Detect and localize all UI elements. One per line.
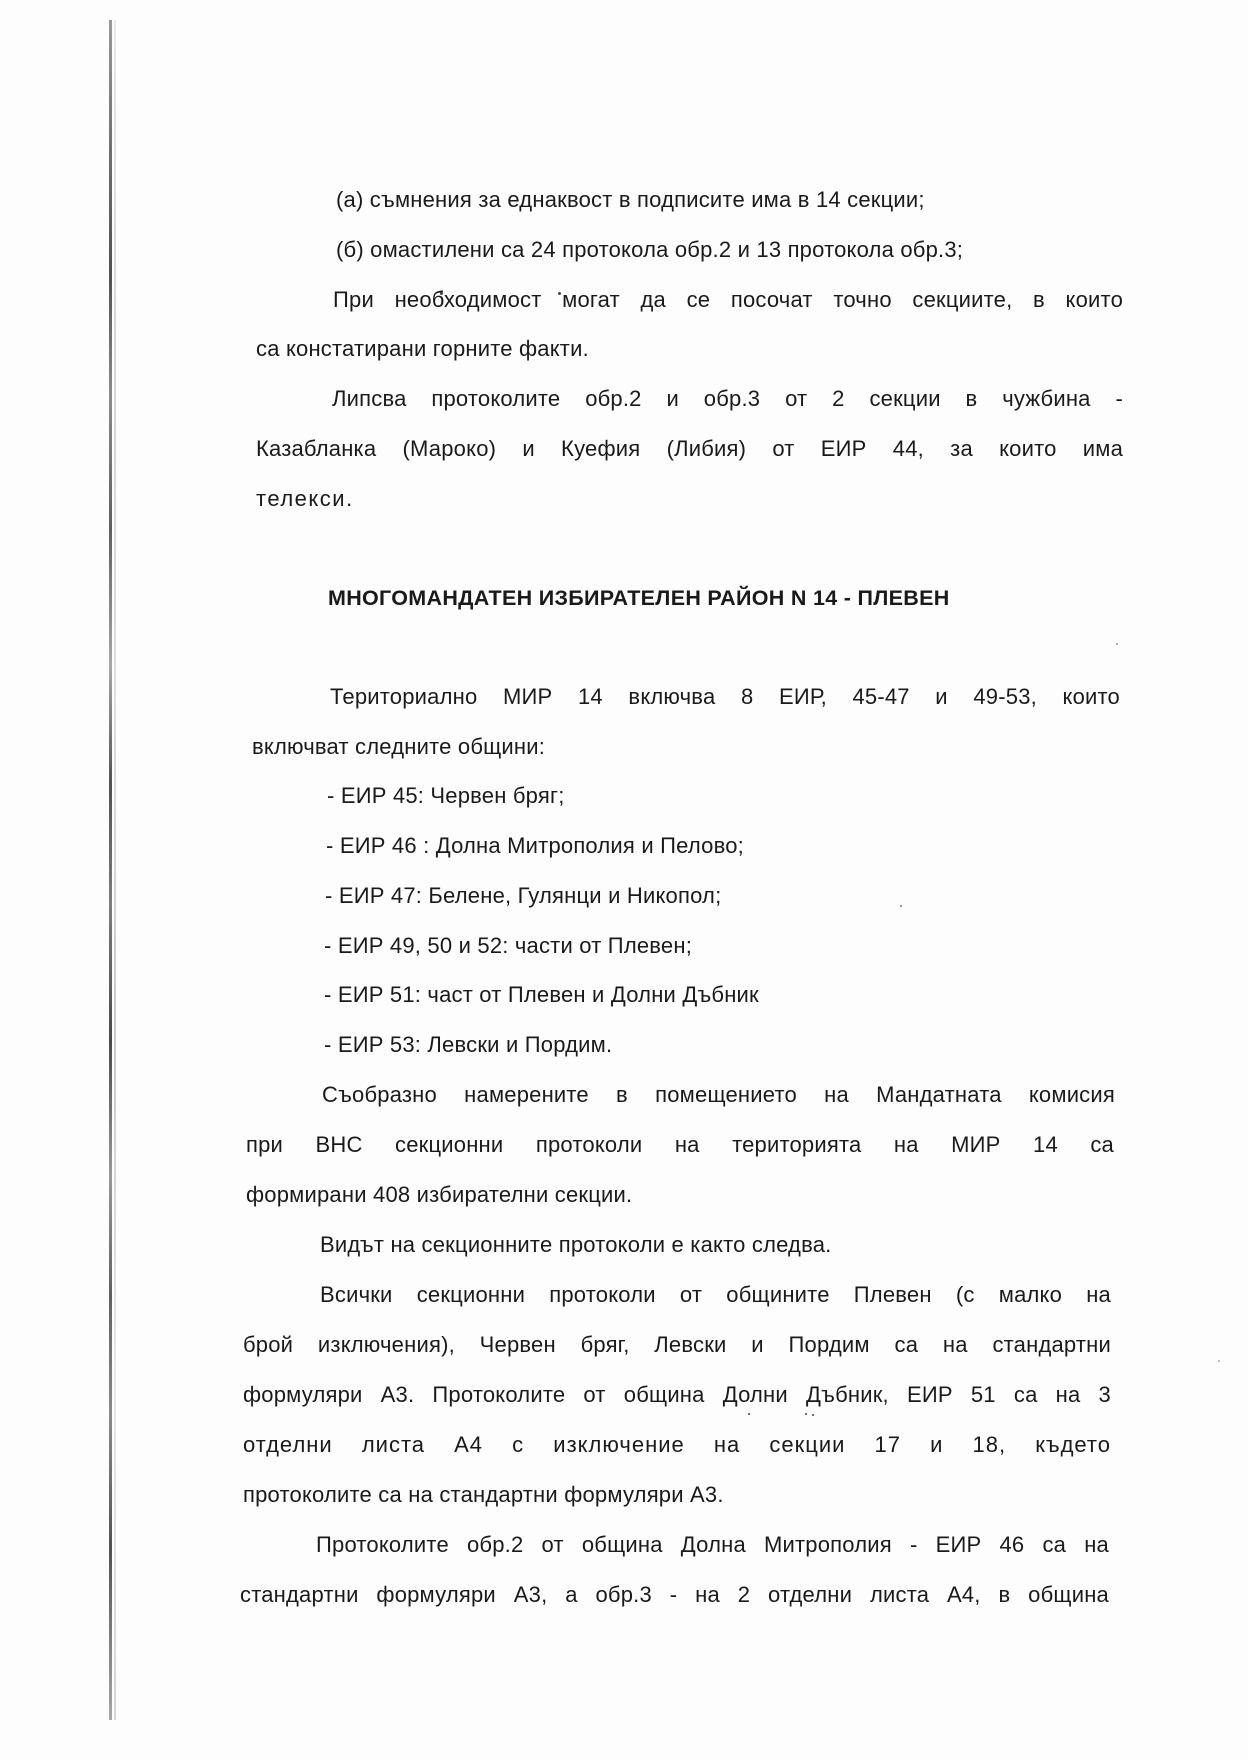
all-protocols-line: отделни листа А4 с изключение на секции 17 и 18, където [243, 1432, 1111, 1457]
all-protocols-line: формуляри А3. Протоколите от община Долни Дъбник, ЕИР 51 са на 3 [243, 1382, 1111, 1407]
list-item: - ЕИР 49, 50 и 52: части от Плевен; [324, 933, 693, 958]
territory-line: Териториално МИР 14 включва 8 ЕИР, 45-47 и 49-53, които [330, 684, 1120, 709]
dolna-mitropolia-line: стандартни формуляри А3, а обр.3 - на 2 отделни листа А4, в община [240, 1582, 1109, 1607]
found-protocols-line: формирани 408 избирателни секции. [246, 1182, 633, 1207]
found-protocols-line: при ВНС секционни протоколи на територията на МИР 14 са [246, 1132, 1114, 1157]
scan-binding-edge [109, 20, 112, 1720]
dolna-mitropolia-line: Протоколите обр.2 от община Долна Митрополия - ЕИР 46 са на [316, 1532, 1109, 1557]
item-a: (а) съмнения за еднаквост в подписите има в 14 секции; [336, 187, 925, 212]
all-protocols-line: протоколите са на стандартни формуляри А3. [243, 1482, 724, 1507]
scan-binding-shadow [114, 20, 116, 1720]
all-protocols-line: брой изключения), Червен бряг, Левски и Пордим са на стандартни [243, 1332, 1111, 1357]
list-item: - ЕИР 53: Левски и Пордим. [324, 1032, 613, 1057]
list-item: - ЕИР 51: част от Плевен и Долни Дъбник [324, 982, 759, 1007]
protocol-type-intro: Видът на секционните протоколи е както следва. [320, 1232, 832, 1257]
list-item: - ЕИР 46 : Долна Митрополия и Пелово; [326, 833, 744, 858]
scan-speck [900, 905, 902, 907]
section-heading: МНОГОМАНДАТЕН ИЗБИРАТЕЛЕН РАЙОН N 14 - ПЛЕВЕН [328, 586, 950, 610]
missing-paragraph-line: Казабланка (Мароко) и Куефия (Либия) от ЕИР 44, за които има [256, 436, 1123, 461]
territory-line: включват следните общини: [252, 734, 546, 759]
missing-paragraph-line: Липсва протоколите обр.2 и обр.3 от 2 секции в чужбина - [332, 386, 1123, 411]
scan-speck [812, 1414, 814, 1416]
all-protocols-line: Всички секционни протоколи от общините Плевен (с малко на [320, 1282, 1111, 1307]
note-paragraph-line: При необходимост могат да се посочат точно секциите, в които [333, 287, 1123, 312]
missing-paragraph-line: телекси. [256, 486, 354, 511]
scan-speck [1218, 1360, 1220, 1362]
item-b: (б) омастилени са 24 протокола обр.2 и 13 протокола обр.3; [336, 237, 964, 262]
found-protocols-line: Съобразно намерените в помещението на Мандатната комисия [322, 1082, 1115, 1107]
list-item: - ЕИР 47: Белене, Гулянци и Никопол; [325, 883, 722, 908]
list-item: - ЕИР 45: Червен бряг; [327, 783, 565, 808]
scan-speck [1116, 643, 1118, 645]
scan-speck [748, 1413, 750, 1415]
scan-speck [805, 1413, 807, 1415]
note-paragraph-line: са констатирани горните факти. [256, 336, 589, 361]
